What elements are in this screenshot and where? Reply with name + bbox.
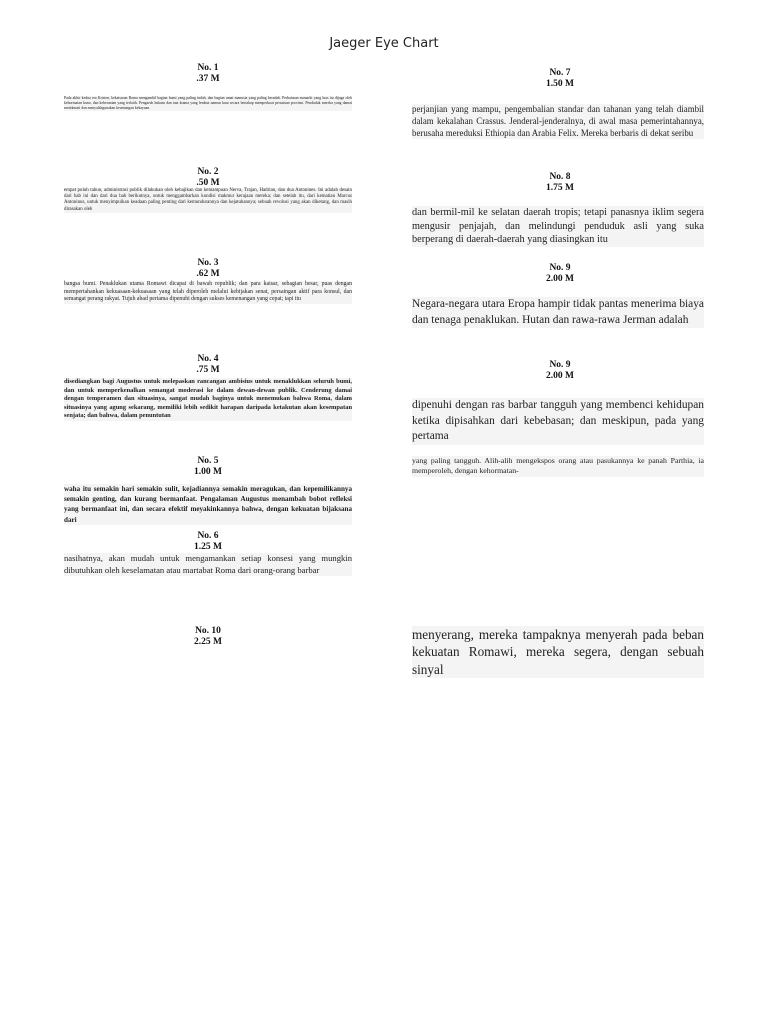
section-6-header [64, 531, 352, 553]
section-size: 1.75 M [546, 183, 574, 193]
section-size: 1.00 M [194, 467, 222, 477]
section-8-text: dan bermil-mil ke selatan daerah tropis; tetapi panasnya iklim segera mengusir penjajah, dan melindungi penduduk asli yang suka berperang di daerah-daerah yang diasingkan itu [412, 207, 704, 246]
section-size: 1.50 M [546, 79, 574, 89]
section-5-text: waha itu semakin hari semakin sulit, kejadiannya semakin meragukan, dan kepemilikannya semakin genting, dan kurang bermanfaat. Pengalaman Augustus menambah bobot refleksi yang bermanfaat ini, dan secara efektif meyakinkannya bahwa, dengan kekuatan bijaksana dari [64, 485, 352, 524]
section-9-text: Negara-negara utara Eropa hampir tidak pantas menerima biaya dan tenaga penaklukan. Hutan dan rawa-rawa Jerman adalah [412, 297, 704, 328]
section-9-header [412, 263, 708, 285]
section-extra-text: yang paling tangguh. Alih-alih mengekspos orang atau pasukannya ke panah Parthia, ia memperoleh, dengan kehormatan- [412, 456, 704, 476]
page-title: Jaeger Eye Chart [329, 36, 439, 51]
section-3-header [64, 258, 352, 280]
section-7-header [412, 68, 708, 90]
section-1-text: Pada akhir kedua era Kristen, kekaisaran Roma mengambil bagian bumi yang paling indah, dan bagian umat manusia yang paling beradab. Perbatasan monarki yang luas itu dijaga oleh kehormatan kuno, dan keberanian yang terlatih. Pengaruh hukum dan tata krama yang lembut namun kuat secara bertahap memperkuat persatuan provinsi. Penduduk mereka yang damai menikmati dan menyalahgunakan keuntungan kekayaan. [64, 96, 352, 110]
section-3-text: bangsa bumi. Penaklukan utama Romawi dicapai di bawah republik; dan para kaisar, sebagian besar, puas dengan mempertahankan kekuasaan-kekuasaan yang telah diperoleh melalui kebijakan senat, persaingan aktif para konsul, dan semangat perang rakyat. Tujuh abad pertama dipenuhi dengan sukses kemenangan yang cepat; tapi itu [64, 281, 352, 303]
section-number: No. 9 [549, 263, 571, 273]
section-6-text: nasihatnya, akan mudah untuk mengamankan setiap konsesi yang mungkin dibutuhkan oleh keselamatan atau martabat Roma dari orang-orang barbar [64, 553, 352, 575]
section-size: 2.25 M [194, 637, 222, 647]
section-4-header [64, 354, 352, 376]
section-size: .62 M [196, 269, 220, 279]
section-size: .37 M [196, 74, 220, 84]
section-5-header [64, 456, 352, 478]
section-number: No. 5 [197, 456, 219, 466]
section-number: No. 6 [197, 531, 219, 541]
section-10-header [64, 626, 352, 648]
section-9b-text: dipenuhi dengan ras barbar tangguh yang membenci kehidupan ketika dipisahkan dari kebebasan; dan meskipun, pada yang pertama [412, 398, 704, 445]
section-size: 2.00 M [546, 274, 574, 284]
section-size: .75 M [196, 365, 220, 375]
section-size: .50 M [196, 178, 220, 188]
section-number: No. 10 [195, 626, 221, 636]
section-number: No. 9 [549, 360, 571, 370]
section-number: No. 7 [549, 68, 571, 78]
section-size: 1.25 M [194, 542, 222, 552]
section-size: 2.00 M [546, 371, 574, 381]
section-number: No. 3 [197, 258, 219, 268]
section-4-text: disediangkan bagi Augustus untuk melepaskan rancangan ambisius untuk menaklukkan seluruh bumi, dan untuk memperkenalkan semangat moderasi ke dalam dewan-dewan publik. Cenderung damai dengan temperamen dan situasinya, sangat mudah baginya untuk menemukan bahwa Roma, dalam situasinya yang agung sekarang, memiliki lebih sedikit harapan daripada ketakutan akan kesempatan senjata; dan bahwa, dalam penuntutan [64, 378, 352, 420]
section-number: No. 2 [197, 167, 219, 177]
section-10-text: menyerang, mereka tampaknya menyerah pada beban kekuatan Romawi, mereka segera, dengan sebuah sinyal [412, 627, 704, 677]
section-number: No. 1 [197, 63, 219, 73]
section-number: No. 4 [197, 354, 219, 364]
section-9b-header [412, 360, 708, 382]
section-2-text: empat puluh tahun, administrasi publik dilakukan oleh kebajikan dan kemampuan Nerva, Trajan, Hadrian, dan dua Antonines. Ini adalah desain dari bab ini dan dari dua bab berikutnya, untuk menggambarkan kondisi makmur kerajaan mereka; dan setelah itu, dari kematian Marcus Antoninus, untuk menyimpulkan keadaan paling penting dari kemundurannya dan kejatuhannya; sebuah revolusi yang akan diketang, dan masih dirasakan oleh [64, 188, 352, 212]
section-1-header [64, 63, 352, 85]
section-2-header [64, 167, 352, 189]
section-7-text: perjanjian yang mampu, pengembalian standar dan tahanan yang telah diambil dalam kekalahan Crassus. Jenderal-jenderalnya, di awal masa pemerintahannya, berusaha mereduksi Ethiopia dan Arabia Felix. Mereka berbaris di dekat seribu [412, 104, 704, 138]
section-number: No. 8 [549, 172, 571, 182]
section-8-header [412, 172, 708, 194]
